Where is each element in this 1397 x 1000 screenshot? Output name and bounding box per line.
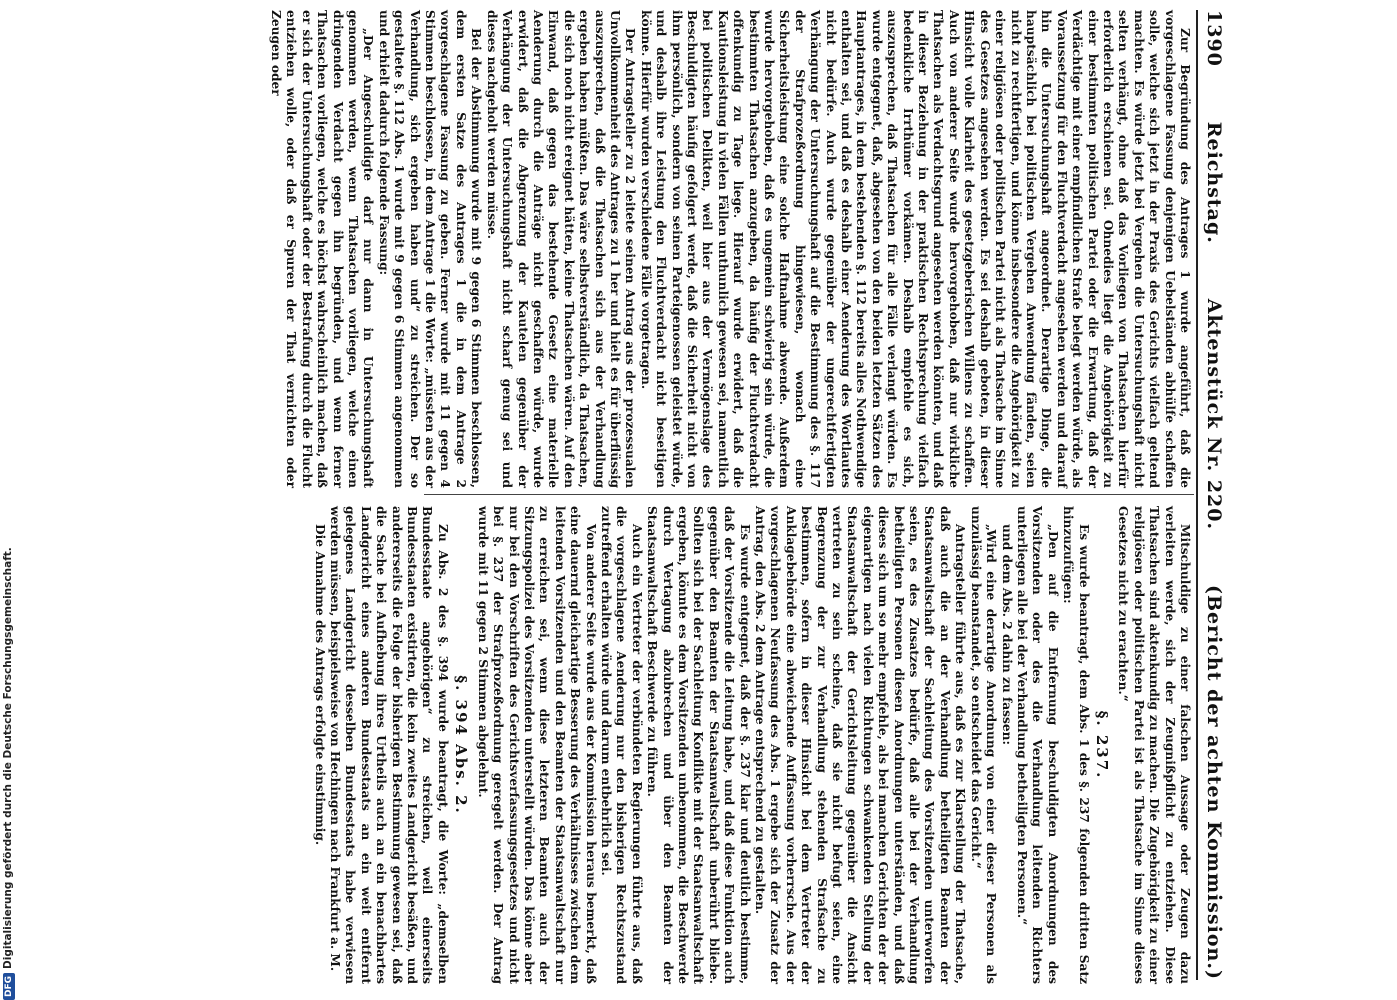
quoted-paragraph: „Den auf die Entfernung beschuldigten Anordnungen des Vorsitzenden oder des die Verhandlung leitenden Richters unterliegen alle bei der Verhandlung betheiligten Personen.“ (1014, 506, 1060, 984)
paragraph: Die Annahme des Antrags erfolgte einstimmig. (312, 524, 327, 846)
paragraph: Es wurde entgegnet, daß der §. 237 klar und deutlich bestimme, daß der Vorsitzende die Leitung habe, und daß diese Funktion auch gegenüber den Beamten der Staatsanwaltschaft unberührt bliebe. Sollten sich bei der Sachleitung Konflikte mit der Staatsanwaltschaft ergeben, könnte es dem Vorsitzenden unbenommen, die Beschwerde durch Vertagung abzubrechen und über den Beamten der Staatsanwaltschaft Beschwerde zu führen. (645, 506, 752, 984)
paragraph: Zu Abs. 2 des §. 394 wurde beantragt, die Worte: „demselben Bundesstaate angehörigen“ zu streichen, weil einerseits Bundesstaaten existirten, die kein zweites Landgericht besäßen, und andererseits die Folge der bisherigen Bestimmung gewesen sei, daß die Sache bei Aufhebung ihres Urtheils auch an ein benachbartes Landgericht eines anderen Bundesstaats an ein weit entfernt gelegenes Landgericht desselben Bundesstaats habe verwiesen werden müssen, beispielsweise von Hechingen nach Frankfurt a. M. (328, 506, 450, 984)
quoted-paragraph: „Wird eine derartige Anordnung von einer dieser Personen als unzulässig beanstandet, so entscheidet das Gericht.“ (968, 506, 999, 984)
dfg-logo: DFG (3, 973, 15, 1000)
scanned-page (10, 0, 1240, 990)
header-right-title: (Bericht der achten Kommission.) (1203, 584, 1225, 980)
paragraph: Von anderer Seite wurde aus der Kommission heraus bemerkt, daß eine dauernd gleichartige Besserung des Verhältnisses zwischen dem leitenden Vorsitzenden und den Beamten der Staatsanwaltschaft nur zu erreichen sei, wenn diese letzteren Beamten auch der Sitzungspolizei des Vorsitzenden unterstellt würden. Das könne aber nur bei den Vorschriften des Gerichtsverfassungsgesetzes und nicht bei §. 237 der Strafprozeßordnung geregelt werden. Der Antrag wurde mit 11 gegen 2 Stimmen abgelehnt. (475, 506, 598, 984)
left-column (268, 10, 1192, 488)
credit-text: Digitalisierung gefördert durch die Deutsche Forschungsgemeinschaft. (2, 547, 14, 969)
header-center-title: Aktenstück Nr. 220. (1203, 298, 1225, 531)
paragraph: Der Antragsteller zu 2 leitete seinen Antrag aus der prozessualen Unvollkommenheit des Antrages zu 1 her und hielt es für überflüssig auszusprechen, daß die Thatsachen sich aus der Verhandlung ergeben haben müßten. Das wäre selbstverständlich, da Thatsachen, die sich noch nicht ereignet hätten, keine Thatsachen wären. Auf den Einwand, daß gegen das bestehende Gesetz eine materielle Aenderung durch die Anträge nicht geschaffen würde, wurde erwidert, daß die Abgrenzung der Kautelen gegenüber der Verhängung der Untersuchungshaft nicht scharf genug sei und dieses nachgeholt werden müsse. (484, 10, 638, 488)
header-rule (1196, 10, 1198, 980)
header-left-title: Reichstag. (1203, 121, 1225, 244)
quoted-paragraph: „Der Angeschuldigte darf nur dann in Untersuchungshaft genommen werden, wenn Thatsachen vorliegen, welche einen dringenden Verdacht gegen ihn begründen, und wenn ferner Thatsachen vorliegen, welche es höchst wahrscheinlich machen, daß er sich der Untersuchungshaft oder der Bestrafung durch die Flucht entziehen wolle, oder daß er Spuren der That vernichten oder Zeugen oder (269, 10, 376, 488)
page-number: 1390 (1203, 10, 1225, 67)
page-header (1202, 10, 1226, 980)
paragraph: Bei der Abstimmung wurde mit 9 gegen 6 Stimmen beschlossen, dem ersten Satze des Antrages 1 die in dem Antrage 2 vorgeschlagene Fassung zu geben. Ferner wurde mit 11 gegen 4 Stimmen beschlossen, in dem Antrage 1 die Worte: „müssten aus der Verhandlung, sich ergeben haben und“ zu streichen. Der so gestaltete §. 112 Abs. 1 wurde mit 9 gegen 6 Stimmen angenommen und erhielt dadurch folgende Fassung: (376, 10, 484, 488)
digitization-credit (2, 547, 15, 1000)
paragraph: und dem Abs. 2 dahin zu fassen: (999, 524, 1014, 745)
section-heading-237: §. 237. (1092, 710, 1111, 780)
section-heading-394: §. 394 Abs. 2. (452, 675, 471, 815)
paragraph: Auch ein Vertreter der verbündeten Regierungen führte aus, daß die vorgeschlagene Aenderung nur den bisherigen Rechtszustand zutreffend erhalten würde und darum entbehrlich sei. (598, 506, 644, 984)
paragraph: Mitschuldige zu einer falschen Aussage oder Zeugen dazu verleiten werde, sich der Zeugnißpflicht zu entziehen. Diese Thatsachen sind aktenkundig zu machen. Die Zugehörigkeit zu einer religiösen oder politischen Partei ist als Thatsache im Sinne dieses Gesetzes nicht zu erachten.“ (1116, 506, 1192, 984)
paragraph: Es wurde beantragt, dem Abs. 1 des §. 237 folgenden dritten Satz hinzuzufügen: (1061, 506, 1091, 984)
column-divider (424, 494, 1194, 495)
right-column (311, 506, 1192, 984)
paragraph: Zur Begründung des Antrages 1 wurde angeführt, daß die vorgeschlagene Fassung denjenigen Uebelständen abhülfe schaffen solle, welche sich jetzt in der Praxis des Gerichts vielfach geltend machten. Es würde jetzt bei Vergehen die Untersuchungshaft nicht selten verhängt, ohne daß das Vorliegen von Thatsachen hierfür erforderlich erschienen sei. Ohnedies liegt die Angehörigkeit zu einer bestimmten politischen Partei oder die Erwartung, daß der Verdächtige mit einer empfindlichen Strafe belegt werden würde, als Voraussetzung für den Fluchtverdacht angesehen werden und darauf hin die Untersuchungshaft angeordnet. Derartige Dinge, die hauptsächlich bei politischen Vergehen Anwendung fänden, seien nicht zu rechtfertigen, und könne insbesondere die Angehörigkeit zu einer religiösen oder politischen Partei nicht als Thatsache im Sinne des Gesetzes angesehen werden. Es sei deshalb geboten, in dieser Hinsicht volle Klarheit des gesetzgeberischen Willens zu schaffen. Auch von anderer Seite wurde hervorgehoben, daß nur wirkliche Thatsachen als Verdachtsgrund angesehen werden könnten, und daß in dieser Beziehung in der praktischen Rechtsprechung vielfach bedenkliche Irrthümer vorkämen. Deshalb empfehle es sich, auszusprechen, daß Thatsachen für alle Fälle verlangt würden. Es wurde entgegnet, daß, abgesehen von den beiden letzten Sätzen des Hauptantrages, in dem bestehenden §. 112 bereits alles Nothwendige enthalten sei, und daß es deshalb einer Aenderung des Wortlautes nicht bedürfe. Auch wurde gegenüber der ungerechtfertigten Verhängung der Untersuchungshaft auf die Bestimmung des §. 117 der Strafprozeßordnung hingewiesen, wonach eine Sicherheitsleistung eine solche Haftnahme abwende. Außerdem wurde hervorgehoben, daß es ungemein schwierig sein würde, die bestimmten Thatsachen anzugeben, da häufig der Fluchtverdacht offenkundig zu Tage liege. Hierauf wurde erwidert, daß die Kautionsleistung in vielen Fällen unthunlich gewesen sei, namentlich bei politischen Delikten, weil hier aus der Vermögenslage des Beschuldigten häufig gefolgert werde, daß die Sicherheit nicht von ihm persönlich, sondern von seinen Parteigenossen geleistet würde, und deshalb ihre Leistung den Fluchtverdacht nicht beseitigen könne. Hierfür wurden verschiedene Fälle vorgetragen. (638, 10, 1192, 488)
paragraph: Antragsteller führte aus, daß es zur Klarstellung der Thatsache, daß auch die an der Verhandlung betheiligten Beamten der Staatsanwaltschaft der Sachleitung des Vorsitzenden unterworfen seien, es des Zusatzes bedürfe, daß alle bei der Verhandlung betheiligten Personen diesen Anordnungen unterständen, und daß dieses sich um so mehr empfehle, als bei manchen Gerichten der der eigenartigen nach vielen Richtungen schwankenden Stellung der Staatsanwaltschaft der Gerichtsleitung gegenüber die Ansicht vertreten zu sein scheine, daß sie nicht befugt seien, eine Begrenzung der zur Verhandlung stehenden Strafsache zu bestimmen, sofern in dieser Hinsicht bei dem Vertreter der Anklagebehörde eine abweichende Auffassung vorherrsche. Aus der vorgeschlagenen Neufassung des Abs. 1 ergebe sich der Zusatz der Antrag, den Abs. 2 dem Antrage entsprechend zu gestalten. (753, 506, 968, 984)
